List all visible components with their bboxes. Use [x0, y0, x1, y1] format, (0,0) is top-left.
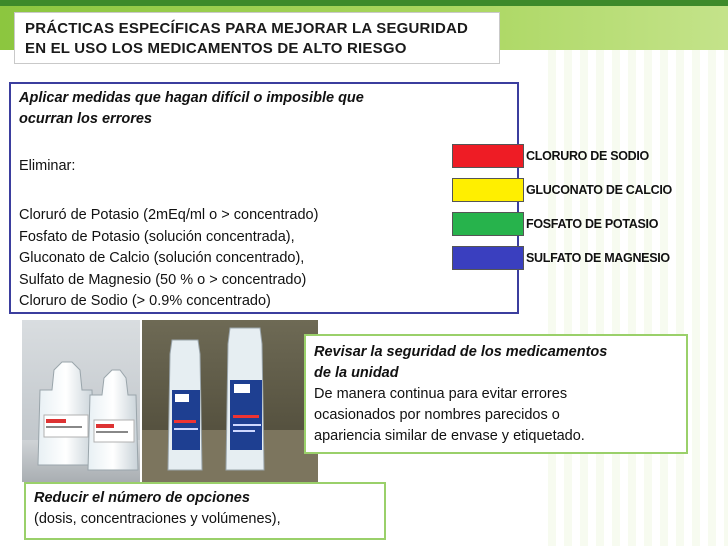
list-item: Cloruró de Potasio (2mEq/ml o > concentrado) [19, 207, 319, 223]
review-body-line-1: De manera continua para evitar errores [314, 386, 568, 402]
vials-illustration [22, 320, 318, 482]
legend-label: GLUCONATO DE CALCIO [526, 183, 672, 197]
review-body-line-2: ocasionados por nombres parecidos o [314, 407, 560, 423]
legend-row-sodio [452, 144, 524, 168]
medication-vials-photo [22, 320, 318, 482]
medication-list [19, 205, 318, 313]
legend-swatch-yellow [452, 178, 524, 202]
legend-label: FOSFATO DE POTASIO [526, 217, 659, 231]
review-heading-line-2: de la unidad [314, 365, 399, 381]
legend-swatch-green [452, 212, 524, 236]
lead-line-2: ocurran los errores [19, 111, 152, 127]
page-title [14, 12, 500, 64]
reduce-heading: Reducir el número de opciones [34, 490, 250, 506]
legend-label: CLORURO DE SODIO [526, 149, 649, 163]
eliminar-label: Eliminar: [19, 158, 76, 174]
legend-row-calcio [452, 178, 524, 202]
title-line-2: EN EL USO LOS MEDICAMENTOS DE ALTO RIESGO [25, 40, 407, 57]
reduce-options-box [24, 482, 386, 540]
legend-row-magnesio [452, 246, 524, 270]
list-item: Gluconato de Calcio (solución concentrado), [19, 250, 305, 267]
review-safety-box [304, 334, 688, 454]
list-item: Fosfato de Potasio (solución concentrada), [19, 228, 295, 245]
reduce-body: (dosis, concentraciones y volúmenes), [34, 511, 281, 527]
legend-swatch-blue [452, 246, 524, 270]
main-content-box [9, 82, 519, 314]
legend-label: SULFATO DE MAGNESIO [526, 251, 670, 265]
list-item: Cloruro de Sodio (> 0.9% concentrado) [19, 293, 271, 310]
lead-text [19, 88, 364, 130]
legend-swatch-red [452, 144, 524, 168]
lead-line-1: Aplicar medidas que hagan difícil o imposible que [19, 90, 364, 106]
title-line-1: PRÁCTICAS ESPECÍFICAS PARA MEJORAR LA SEGURIDAD [25, 20, 469, 37]
legend-row-potasio [452, 212, 524, 236]
review-heading-line-1: Revisar la seguridad de los medicamentos [314, 344, 608, 360]
list-item: Sulfato de Magnesio (50 % o > concentrado) [19, 271, 307, 288]
background-stripes [548, 0, 728, 546]
review-body-line-3: apariencia similar de envase y etiquetado. [314, 428, 585, 444]
